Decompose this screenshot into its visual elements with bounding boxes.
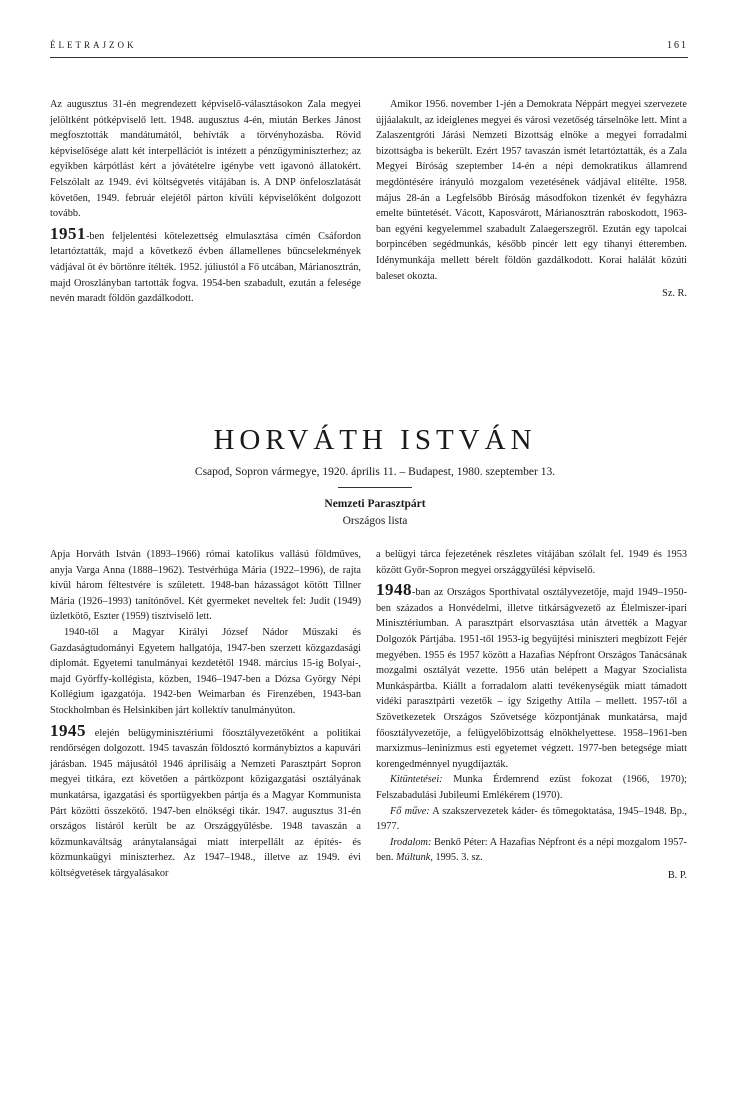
year-marker: 1951: [50, 223, 86, 243]
entry-awards: [376, 772, 687, 803]
prev-bio-paragraph-2: [50, 223, 361, 307]
page-number: 161: [667, 40, 688, 51]
section-title: ÉLETRAJZOK: [50, 40, 137, 50]
entry-rule: [338, 487, 412, 488]
prev-bio-signature: Sz. R.: [662, 288, 687, 300]
entry-literature: [376, 835, 687, 866]
literature-label: Irodalom:: [390, 836, 432, 848]
prev-bio-paragraph-2-text: -ben feljelentési kötelezettség elmulasztása címén Csáfordon letartóztatták, majd a következő évben államellenes bűncselekmények vádjával öt év börtönre ítélték. 1952. júliustól a Fő utcában, Márianosztrán, majd Oroszlányban tartották fogva. 1954-ben szabadult, ezután a felesége nevén maradt földön gazdálkodott.: [50, 230, 361, 305]
literature-text: Benkő Péter: A Hazafias Népfront és a népi mozgalom 1957-ben.: [376, 836, 687, 864]
running-head: [50, 40, 688, 56]
entry-list: Országos lista: [342, 515, 408, 527]
year-marker: 1945: [50, 720, 86, 740]
entry-works: [376, 804, 687, 835]
works-text: A szakszervezetek káder- és tömegoktatása, 1945–1948. Bp., 1977.: [376, 805, 687, 833]
entry-career-paragraph: [50, 720, 361, 882]
prev-bio-left-column: [50, 97, 361, 307]
entry-name: HORVÁTH ISTVÁN: [213, 424, 537, 456]
entry-later-career-paragraph: [376, 582, 687, 772]
literature-tail: 1995. 3. sz.: [432, 852, 483, 864]
entry-left-column: [50, 547, 361, 881]
prev-bio-paragraph-1: Az augusztus 31-én megrendezett képviselő-választásokon Zala megyei jelöltként pótképviselő lett. 1948. augusztus 4-én, miután Berkes Jánost megfosztották mandátumától, behívták a törvényhozásba. Rövid képviselősége alatt két interpellációt is intézett a pénzügyminiszterhez; az egyikben kárpótlást kért a jóvátételre igénybe vett igavonó állatokért. Felszólalt az 1949. évi költségvetés vitájában is. A DNP önfeloszlatását követően, 1949. február elejétől párton kívüli képviselőként dolgozott tovább.: [50, 99, 361, 220]
entry-signature: B. P.: [667, 869, 687, 881]
year-marker: 1948: [376, 580, 412, 600]
entry-education-paragraph: 1940-től a Magyar Királyi József Nádor Műszaki és Gazdaságtudományi Egyetem hallgatója, 1947-ben szerzett közgazdasági diplomát. Egyetemi tanulmányai kezdetétől 1948. március 15-ig Bolyai-, majd Györffy-kollégista, közben, 1946–1947-ben a Dózsa György Népi Kollégium igazgatója. 1942-ben Weimarban és Firenzében, 1943-ban Stockholmban és Helsinkiben járt kollektív tanulmányúton.: [50, 626, 361, 716]
entry-career-text: elején belügyminisztériumi főosztályvezetőként a politikai rendőrségen dolgozott. 1945 tavaszán földosztó kormánybiztos a kapuvári járásban. 1945 májusától 1946 áprilisáig a Nemzeti Parasztpárt Sopron megyei titkára, ezt követően a pártközpont közigazgatási osztályának munkatársa, igazgatási és sportügyekben pártja és a Magyar Kommunista Párt közötti összekötő. 1947-ben elnökségi tikár. 1947. augusztus 31-én országos listáról került be az Országgyűlésbe. 1948 tavaszán a közmunkaváltság aránytalanságai miatt interpellált az építés- és közmunkaügyi miniszterhez. Az 1947–1948., illetve az 1949. évi költségvetések tárgyalásakor: [50, 727, 361, 879]
works-label: Fő műve:: [390, 805, 430, 817]
entry-later-career-text: -ban az Országos Sporthivatal osztályvezetője, majd 1949–1950-ben százados a Honvédelmi, illetve titkárságvezető az Élelmiszer-ipari Minisztériumban. A parasztpárt elsorvasztása után átvették a Magyar Dolgozók Pártjába. 1951-től 1953-ig begyűjtési miniszteri megbízott Fejér megyében. 1955 és 1957 között a Hazafias Népfront Országos Tanácsának mozgalmi osztályát vezette. 1956 után belépett a Magyar Szocialista Munkáspártba. Kiállt a forradalom alatti tevékenységük miatt támadott vidéki parasztpárti vezetők – így Szigethy Attila – mellett. 1957-től a Szövetkezetek Országos Szövetsége központjának munkatársa, majd főosztályvezetője, a felügyelőbizottság elnökhelyettese. 1958–1961-ben marxizmus–leninizmus esti egyetemet végzett. 1977-ben betegsége miatt korengedménnyel nyugdíjazták.: [376, 587, 687, 770]
awards-label: Kitüntetései:: [390, 774, 443, 786]
entry-birth-death: Csapod, Sopron vármegye, 1920. április 11. – Budapest, 1980. szeptember 13.: [194, 466, 556, 478]
entry-right-column: [376, 547, 687, 883]
entry-party: Nemzeti Parasztpárt: [324, 498, 426, 510]
prev-bio-right-column: [376, 97, 687, 302]
header-rule: [50, 57, 688, 58]
literature-journal: Múltunk,: [396, 852, 433, 864]
entry-career-continued: a belügyi tárca fejezetének részletes vitájában szólalt fel. 1949 és 1953 között Győr-Sopron megyei országgyűlési képviselő.: [376, 549, 687, 576]
entry-family-paragraph: Apja Horváth István (1893–1966) római katolikus vallású földműves, anyja Varga Anna (1888–1962). Testvérhúga Mária (1922–1996), de rajta kívül három féltestvére is született. 1948-ban házasságot kötött Tillner Mária (1926–1993) tanítónővel. Két gyermeket neveltek fel: Judit (1949) üzletkötő, Eszter (1959) tisztviselő lett.: [50, 549, 361, 623]
prev-bio-paragraph-3: Amikor 1956. november 1-jén a Demokrata Néppárt megyei szervezete újjáalakult, az ideiglenes megyei és városi vezetőség társelnöke lett. Mint a Zalaszentgróti Járási Nemzeti Bizottság elnöke a megyei forradalmi bizottságba is bekerült. Ezért 1957 tavaszán ismét letartóztatták, és a Zala Megyei Bíróság szeptember 14-én a népi demokratikus államrend megdöntésére irányuló mozgalom vezetésének vádjával elítélte. 1958. május 28-án a Legfelsőbb Bíróság másodfokon tizenkét év fegyházra emelte büntetését. Vácott, Kaposvárott, Márianosztrán raboskodott, 1963-ban egyéni kegyelemmel szabadult Zalaegerszegről. Ezután egy tapolcai borpincében segédmunkás, később pincér lett egy tihanyi étteremben. Idénymunkája mellett bérelt földön gazdálkodott. Korai halálát közúti baleset okozta.: [376, 99, 687, 282]
awards-text: Munka Érdemrend ezüst fokozat (1966, 1970); Felszabadulási Jubileumi Emlékérem (1970).: [376, 774, 687, 801]
